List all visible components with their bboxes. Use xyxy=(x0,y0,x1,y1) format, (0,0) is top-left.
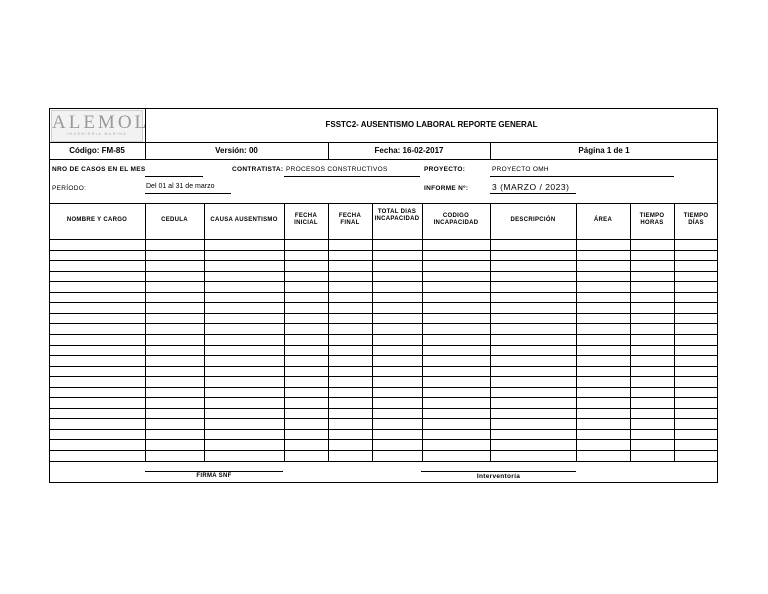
col-header: FECHA INICIAL xyxy=(294,213,318,226)
table-row xyxy=(49,271,718,272)
signature-label-left: FIRMA SNF xyxy=(196,473,232,479)
form-code: Código: FM-85 xyxy=(69,146,125,155)
column-divider xyxy=(204,203,205,461)
col-header: FECHA FINAL xyxy=(338,213,362,226)
cases-field[interactable] xyxy=(145,176,203,177)
column-divider xyxy=(328,203,329,461)
column-divider xyxy=(490,203,491,461)
column-divider xyxy=(372,203,373,461)
table-row xyxy=(49,313,718,314)
table-row xyxy=(49,418,718,419)
project-value: PROYECTO OMH xyxy=(492,166,549,173)
cases-label: NRO DE CASOS EN EL MES xyxy=(52,166,146,173)
table-row xyxy=(49,461,718,462)
period-field[interactable] xyxy=(145,193,231,194)
period-label: PERÍODO: xyxy=(52,185,87,192)
contractor-field[interactable] xyxy=(284,176,420,177)
col-header: TIEMPO DÍAS xyxy=(683,213,709,226)
contractor-label: CONTRATISTA: xyxy=(232,166,284,173)
table-row xyxy=(49,239,718,240)
col-header: TIEMPO HORAS xyxy=(639,213,665,226)
divider xyxy=(49,159,718,160)
col-header: CODIGO INCAPACIDAD xyxy=(433,213,479,226)
form-version: Versión: 00 xyxy=(215,146,258,155)
table-row xyxy=(49,429,718,430)
signature-label-right: Interventoría xyxy=(476,473,521,480)
divider xyxy=(49,203,718,204)
table-row xyxy=(49,366,718,367)
table-row xyxy=(49,450,718,451)
table-row xyxy=(49,250,718,251)
divider xyxy=(49,142,718,143)
table-row xyxy=(49,355,718,356)
table-row xyxy=(49,376,718,377)
table-row xyxy=(49,334,718,335)
table-row xyxy=(49,345,718,346)
table-row xyxy=(49,292,718,293)
column-divider xyxy=(145,203,146,461)
signature-line-left[interactable] xyxy=(145,471,283,472)
signature-line-right[interactable] xyxy=(421,471,576,472)
report-field[interactable] xyxy=(490,193,576,194)
form-date: Fecha: 16-02-2017 xyxy=(374,146,444,155)
table-row xyxy=(49,302,718,303)
column-divider xyxy=(284,203,285,461)
table-row xyxy=(49,408,718,409)
report-value: 3 (MARZO / 2023) xyxy=(492,182,570,192)
column-divider xyxy=(674,203,675,461)
period-value: Del 01 al 31 de marzo xyxy=(146,183,215,190)
column-divider xyxy=(576,203,577,461)
logo-subtext: INGENIERIA MARINA xyxy=(66,132,128,136)
table-row xyxy=(49,439,718,440)
col-header: CAUSA AUSENTISMO xyxy=(210,217,278,223)
logo-text: ALEMOL xyxy=(52,112,150,133)
column-divider xyxy=(422,203,423,461)
table-row xyxy=(49,387,718,388)
col-header: ÁREA xyxy=(593,217,613,223)
column-divider xyxy=(630,203,631,461)
form-page: Página 1 de 1 xyxy=(578,146,630,155)
table-row xyxy=(49,260,718,261)
project-field[interactable] xyxy=(490,176,674,177)
project-label: PROYECTO: xyxy=(424,166,466,173)
contractor-value: PROCESOS CONSTRUCTIVOS xyxy=(286,166,388,173)
col-header: CEDULA xyxy=(161,217,188,223)
report-label: INFORME Nº: xyxy=(424,185,469,192)
table-row xyxy=(49,281,718,282)
form-frame xyxy=(49,108,718,483)
table-row xyxy=(49,397,718,398)
col-header: NOMBRE Y CARGO xyxy=(66,217,128,223)
col-header: TOTAL DIAS INCAPACIDAD xyxy=(374,209,420,222)
table-row xyxy=(49,323,718,324)
form-title: FSSTC2- AUSENTISMO LABORAL REPORTE GENERAL xyxy=(325,120,538,129)
col-header: DESCRIPCIÓN xyxy=(510,217,556,223)
company-logo xyxy=(51,110,150,142)
